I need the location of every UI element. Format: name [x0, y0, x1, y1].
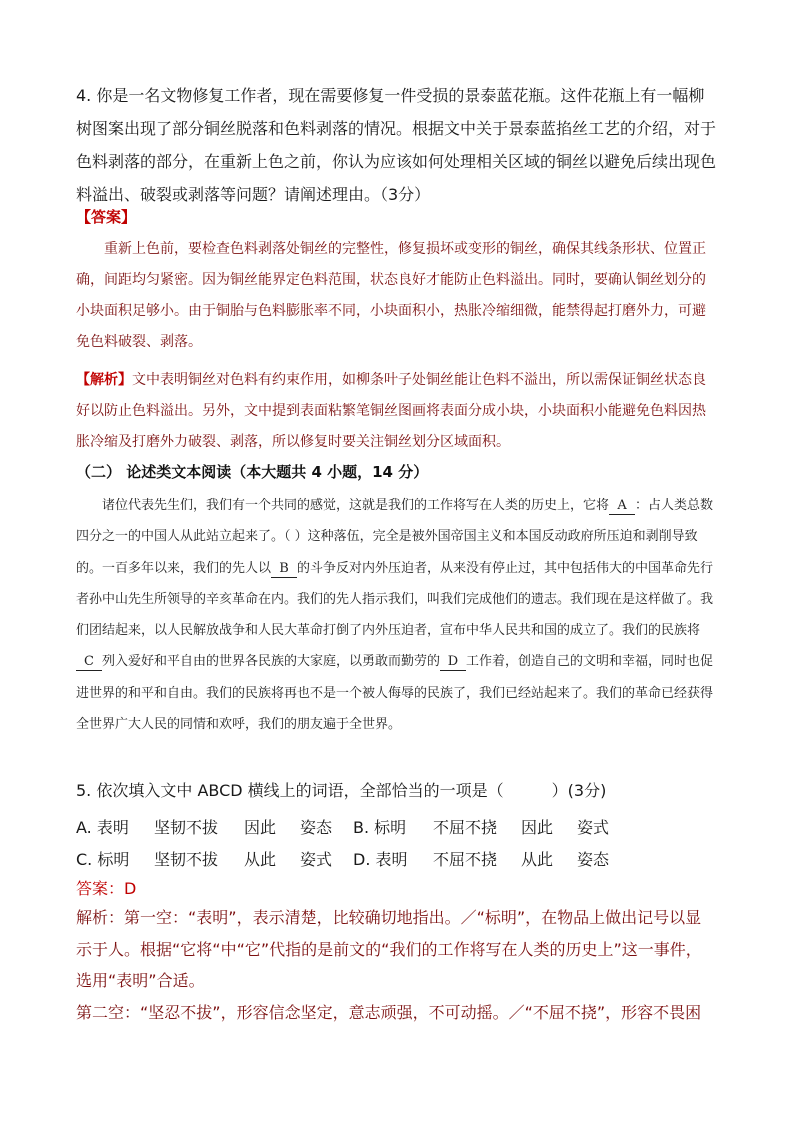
option-c-word2: 坚韧不拔 — [154, 849, 219, 869]
option-c-word1: C. 标明 — [76, 849, 130, 869]
passage-part-1: 诸位代表先生们，我们有一个共同的感觉，这就是我们的工作将写在人类的历史上，它将 — [102, 498, 610, 513]
passage-part-4: 列入爱好和平自由的世界各民族的大家庭，以勇敢而勤劳的 — [102, 654, 441, 670]
option-b-word4: 姿式 — [577, 817, 610, 837]
option-a-word1: A. 表明 — [76, 817, 129, 837]
explanation — [76, 902, 716, 1028]
options-grid — [76, 810, 716, 874]
answer-body: 重新上色前，要检查色料剥落处铜丝的完整性，修复损坏或变形的铜丝，确保其线条形状、位置正确，间距均匀紧密。因为铜丝能界定色料范围，状态良好才能防止色料溢出。同时，要确认铜丝划分的小块面积足够小。由于铜胎与色料膨胀率不同，小块面积小，热胀冷缩细微，能禁得起打磨外力，可避免色料破裂、剥落。 — [76, 241, 706, 350]
section-title: （二） 论述类文本阅读（本大题共 4 小题，14 分） — [76, 463, 429, 481]
analysis-tag: 【解析】 — [76, 372, 132, 388]
question-4: 4. 你是一名文物修复工作者，现在需要修复一件受损的景泰蓝花瓶。这件花瓶上有一幅柳树图案出现了部分铜丝脱落和色料剥落的情况。根据文中关于景泰蓝掐丝工艺的介绍，对于色料剥落的部分，在重新上色之前，你认为应该如何处理相关区域的铜丝以避免后续出现色料溢出、破裂或剥落等问题？请阐述理由。（3分） — [76, 86, 717, 204]
blank-b: B — [271, 561, 297, 578]
option-b-word1: B. 标明 — [353, 817, 407, 837]
option-a-word4: 姿态 — [300, 817, 333, 837]
answer-tag: 【答案】 — [76, 208, 137, 226]
answer-line: 答案：D — [76, 879, 137, 898]
passage-part-2: ：占人类总数四分之一的中国人从此站立起来了。（ ）这种落伍，完全是被外国帝国主义和本国反动政府所压迫和剥削导致的。一百多年以来，我们的先人以 — [76, 498, 714, 576]
reading-passage — [76, 490, 716, 740]
analysis-body: 文中表明铜丝对色料有约束作用，如柳条叶子处铜丝能让色料不溢出，所以需保证铜丝状态良好以防止色料溢出。另外，文中提到表面粘繁笔铜丝图画将表面分成小块，小块面积小能避免色料因热胀冷缩及打磨外力破裂、剥落，所以修复时要关注铜丝划分区域面积。 — [76, 372, 706, 450]
option-a-word2: 坚韧不拔 — [154, 817, 219, 837]
option-a-word3: 因此 — [244, 817, 277, 837]
option-d-word2: 不屈不挠 — [433, 849, 498, 869]
option-c-word3: 从此 — [244, 849, 277, 869]
option-row — [76, 810, 716, 842]
option-d-word1: D. 表明 — [353, 849, 408, 869]
analysis-paragraph — [76, 365, 716, 458]
question-5: 5. 依次填入文中 ABCD 横线上的词语，全部恰当的一项是（ ）(3分) — [76, 781, 607, 800]
explanation-para-2: 第二空：“坚忍不拔”，形容信念坚定，意志顽强，不可动摇。／“不屈不挠”，形容不畏困 — [76, 1002, 702, 1022]
option-b-word3: 因此 — [521, 817, 554, 837]
blank-a: A — [609, 498, 635, 515]
blank-d: D — [440, 654, 466, 671]
explanation-para-1: 解析：第一空：“表明”，表示清楚，比较确切地指出。／“标明”，在物品上做出记号以显示于人。根据“它将“中“它”代指的是前文的“我们的工作将写在人类的历史上”这一事件，选用“表明”合适。 — [76, 908, 702, 990]
option-d-word3: 从此 — [521, 849, 554, 869]
option-d-word4: 姿态 — [577, 849, 610, 869]
option-c-word4: 姿式 — [300, 849, 333, 869]
passage-part-3: 的斗争反对内外压迫者，从来没有停止过，其中包括伟大的中国革命先行者孙中山先生所领导的辛亥革命在内。我们的先人指示我们，叫我们完成他们的遗志。我们现在是这样做了。我们团结起来，以人民解放战争和人民大革命打倒了内外压迫者，宣布中华人民共和国的成立了。我们的民族将 — [76, 560, 714, 639]
option-b-word2: 不屈不挠 — [433, 817, 498, 837]
passage-part-5: 工作着，创造自己的文明和幸福，同时也促进世界的和平和自由。我们的民族将再也不是一个被人侮辱的民族了，我们已经站起来了。我们的革命已经获得全世界广大人民的同情和欢呼，我们的朋友遍于全世界。 — [76, 654, 714, 733]
option-row — [76, 842, 716, 874]
blank-c: C — [76, 654, 102, 671]
